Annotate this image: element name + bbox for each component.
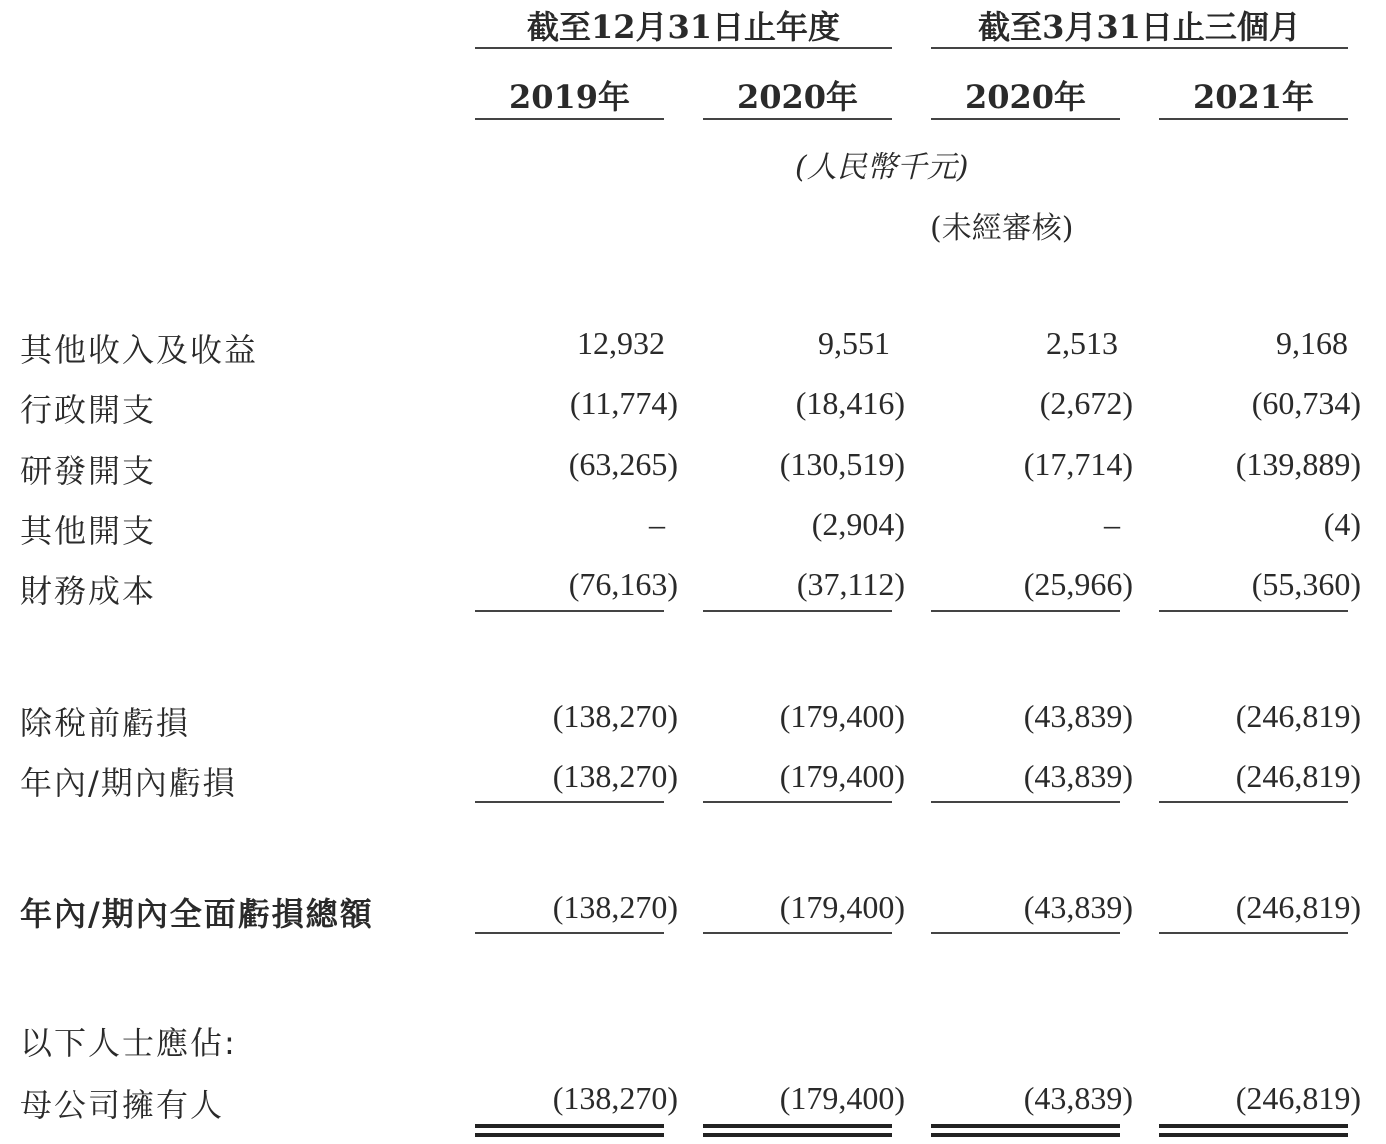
cell: – [649,506,665,542]
row-label-other-income: 其他收入及收益 [20,331,259,369]
subtotal-rule [1159,610,1348,612]
cell: (138,270) [552,698,678,734]
row-label-admin-expenses: 行政開支 [20,391,157,429]
cell: 2,513 [1046,325,1118,361]
total-double-rule [703,1133,892,1137]
cell: (246,819) [1235,698,1361,734]
total-double-rule [475,1133,664,1137]
row-label-owners-of-parent: 母公司擁有人 [20,1086,225,1124]
cell: 9,551 [818,325,890,361]
subtotal-rule [931,932,1120,934]
year-rule [475,118,664,120]
total-double-rule [931,1133,1120,1137]
subtotal-rule [931,610,1120,612]
total-double-rule [931,1124,1120,1128]
header-rule [475,47,892,49]
cell: (179,400) [779,1080,905,1116]
subtotal-rule [703,801,892,803]
year-rule [703,118,892,120]
cell: (25,966) [1023,566,1133,602]
subtotal-rule [1159,801,1348,803]
cell: (43,839) [1023,758,1133,794]
total-double-rule [703,1124,892,1128]
row-label-attributable-to: 以下人士應佔: [20,1024,237,1062]
subtotal-rule [475,932,664,934]
row-label-finance-costs: 財務成本 [20,572,157,610]
row-label-total-comprehensive-loss: 年內/期內全面虧損總額 [20,895,374,933]
cell: (138,270) [552,758,678,794]
cell: (2,904) [811,506,905,542]
cell: (63,265) [568,446,678,482]
unaudited-label: (未經審核) [930,211,1074,246]
cell: (37,112) [796,566,905,602]
cell: (138,270) [552,889,678,925]
cell: (246,819) [1235,889,1361,925]
year-rule [1159,118,1348,120]
subtotal-rule [703,610,892,612]
cell: (246,819) [1235,758,1361,794]
total-double-rule [1159,1133,1348,1137]
cell: (179,400) [779,758,905,794]
year-header-4: 2021年 [1192,78,1315,116]
cell: (179,400) [779,698,905,734]
cell: (60,734) [1251,385,1361,421]
cell: 9,168 [1276,325,1348,361]
subtotal-rule [1159,932,1348,934]
cell: (246,819) [1235,1080,1361,1116]
cell: 12,932 [577,325,665,361]
cell: (130,519) [779,446,905,482]
total-double-rule [1159,1124,1348,1128]
year-header-3: 2020年 [964,78,1087,116]
cell: (76,163) [568,566,678,602]
cell: (18,416) [795,385,905,421]
year-rule [931,118,1120,120]
cell: (11,774) [569,385,678,421]
cell: (43,839) [1023,1080,1133,1116]
subtotal-rule [703,932,892,934]
cell: (4) [1323,506,1361,542]
subtotal-rule [475,610,664,612]
cell: (179,400) [779,889,905,925]
total-double-rule [475,1124,664,1128]
row-label-loss-before-tax: 除稅前虧損 [20,704,191,742]
cell: (43,839) [1023,889,1133,925]
unit-label: (人民幣千元) [795,150,969,185]
cell: (43,839) [1023,698,1133,734]
cell: (139,889) [1235,446,1361,482]
subtotal-rule [475,801,664,803]
cell: – [1104,506,1120,542]
row-label-other-expenses: 其他開支 [20,512,157,550]
cell: (2,672) [1039,385,1133,421]
cell: (17,714) [1023,446,1133,482]
year-header-1: 2019年 [508,78,631,116]
row-label-rd-expenses: 研發開支 [20,452,157,490]
cell: (55,360) [1251,566,1361,602]
header-rule [931,47,1348,49]
cell: (138,270) [552,1080,678,1116]
row-label-loss-for-period: 年內/期內虧損 [20,764,237,802]
subtotal-rule [931,801,1120,803]
year-header-2: 2020年 [736,78,859,116]
header-group-three-months: 截至3月31日止三個月 [978,8,1301,46]
header-group-year-ended: 截至12月31日止年度 [526,8,841,46]
